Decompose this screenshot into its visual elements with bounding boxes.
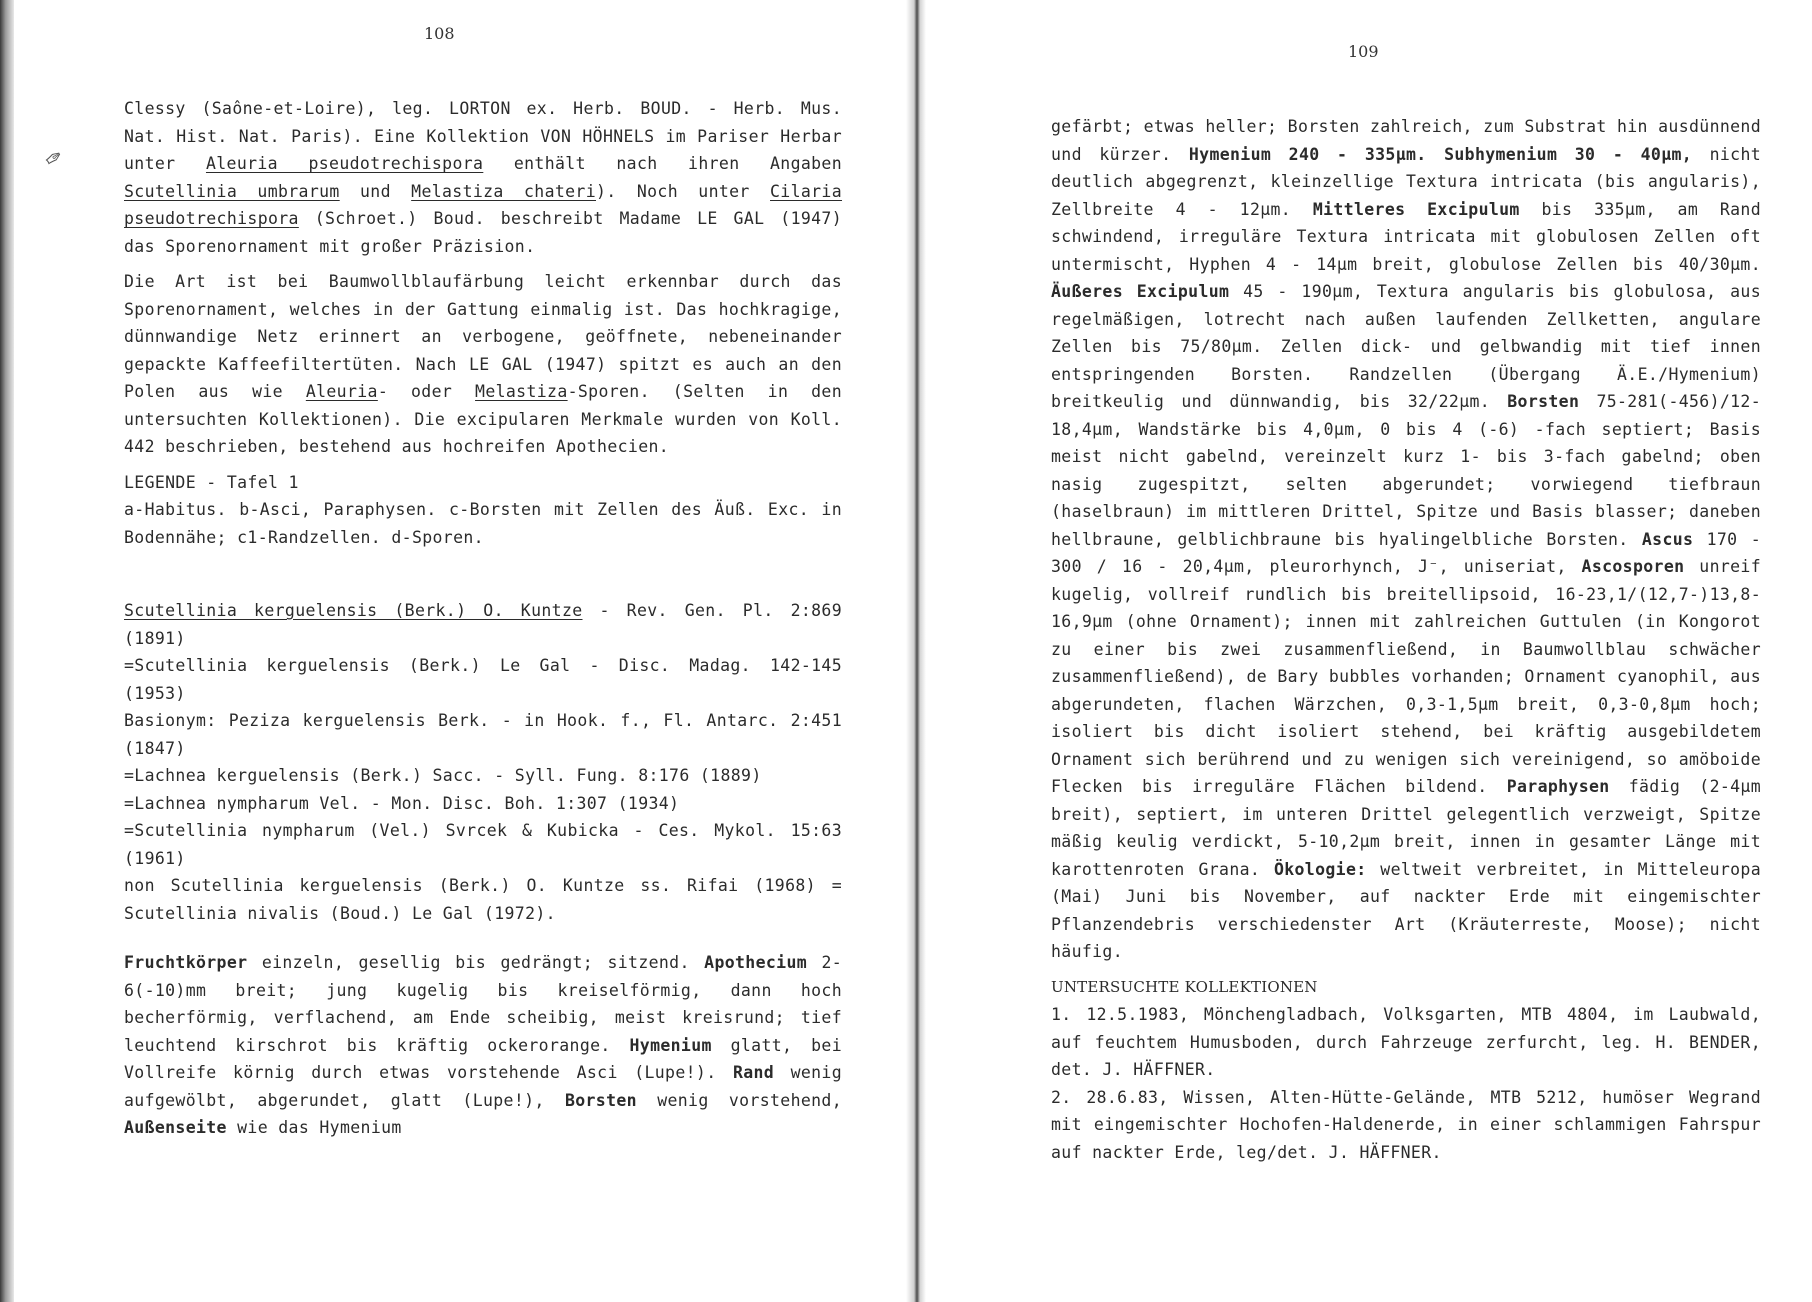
- collection-entry: 1. 12.5.1983, Mönchengladbach, Volksgarten, MTB 4804, im Laubwald, auf feuchtem Humusboden, durch Fahrzeuge zerfurcht, leg. H. BENDER, det. J. HÄFFNER.: [1051, 1005, 1761, 1079]
- synonym-line: Basionym: Peziza kerguelensis Berk. - in Hook. f., Fl. Antarc. 2:451 (1847): [124, 711, 842, 758]
- ink-mark-icon: ✑: [36, 138, 69, 175]
- text-run: einzeln, gesellig bis gedrängt; sitzend.: [247, 953, 705, 972]
- paragraph-micro-description: [1051, 113, 1761, 966]
- text-run: wenig aufgewölbt, abgerundet, glatt (Lupe!),: [124, 1063, 842, 1110]
- book-edge-shadow: [0, 0, 14, 1302]
- taxon-name: Aleuria: [305, 382, 378, 401]
- species-reference: - Rev. Gen. Pl. 2:869 (1891): [124, 601, 842, 648]
- term: Apothecium: [704, 953, 808, 972]
- synonym-line: =Lachnea kerguelensis (Berk.) Sacc. - Syll. Fung. 8:176 (1889): [124, 766, 762, 785]
- species-heading: [124, 597, 842, 652]
- left-page: [14, 0, 906, 1302]
- synonym-line: =Lachnea nympharum Vel. - Mon. Disc. Boh. 1:307 (1934): [124, 793, 680, 813]
- paragraph-macro-description: [124, 949, 842, 1142]
- term: Paraphysen: [1506, 777, 1610, 796]
- text-run: -Sporen. (Selten in den untersuchten Kollektionen). Die excipularen Merkmale wurden von Koll. 442 beschrieben, bestehend aus hochreifen Apothecien.: [124, 382, 842, 456]
- term: Rand: [732, 1063, 775, 1082]
- taxon-name: Cilaria pseudotrechispora: [124, 181, 843, 228]
- text-run: und: [339, 181, 412, 201]
- page-number: 108: [424, 24, 455, 43]
- collection-entry: 2. 28.6.83, Wissen, Alten-Hütte-Gelände, MTB 5212, humöser Wegrand mit eingemischter Hochofen-Haldenerde, in einer schlammigen Fahrspur auf nackter Erde, leg/det. J. HÄFFNER.: [1051, 1087, 1761, 1162]
- text-run: nicht deutlich abgegrenzt, kleinzellige Textura intricata (bis angularis), Zellbreite 4 - 12µm.: [1051, 144, 1762, 219]
- text-run: unreif kugelig, vollreif rundlich bis breitellipsoid, 16-23,1/(12,7-)13,8-16,9µm (ohne Ornament); innen mit zahlreichen Guttulen (in Kongorot zu einer bis zwei zusammenfließend, in Baumwollblau schwächer zusammenfließend), de Bary bubbles vorhanden; Ornament cyanophil, aus abgerundeten, flachen Wärzchen, 0,3-1,5µm breit, 0,3-0,8µm hoch; isoliert bis dicht isoliert stehend, bei kräftig ausgebildetem Ornament sich berührend und zu wenigen sich vereinigend, so amöboide Flecken bis irreguläre Flächen bildend.: [1051, 557, 1761, 796]
- book-gutter: [906, 0, 926, 1302]
- text-run: enthält nach ihren Angaben: [483, 154, 843, 173]
- legend-title: LEGENDE - Tafel 1: [124, 472, 299, 492]
- synonym-line: =Scutellinia kerguelensis (Berk.) Le Gal - Disc. Madag. 142-145 (1953): [124, 656, 842, 703]
- page-number: 109: [1348, 42, 1379, 61]
- text-run: Clessy (Saône-et-Loire), leg. LORTON ex. Herb. BOUD. - Herb. Mus. Nat. Hist. Nat. Paris). Eine Kollektion VON HÖHNELS im Pariser Herbar unter: [124, 99, 842, 173]
- term: Ascosporen: [1581, 557, 1685, 576]
- text-run: - oder: [377, 382, 476, 401]
- text-run: [1427, 145, 1445, 164]
- species-name: Scutellinia kerguelensis (Berk.) O. Kuntze: [124, 601, 583, 620]
- term: Hymenium 240 - 335µm.: [1188, 144, 1427, 164]
- text-run: fädig (2-4µm breit), septiert, im unteren Drittel gelegentlich verzweigt, Spitze mäßig keulig verdickt, 5-10,2µm breit, innen in gesamter Länge mit karottenroten Grana.: [1051, 777, 1761, 879]
- taxon-name: Melastiza: [475, 382, 568, 401]
- taxon-name: Aleuria pseudotrechispora: [205, 154, 484, 173]
- term: Ascus: [1641, 529, 1694, 549]
- text-run: gefärbt; etwas heller; Borsten zahlreich, zum Substrat hin ausdünnend und kürzer.: [1051, 117, 1761, 164]
- text-run: 2-6(-10)mm breit; jung kugelig bis kreiselförmig, dann hoch becherförmig, verflachend, am Ende scheibig, meist kreisrund; tief leuchtend kirschrot bis kräftig ockerorange.: [124, 953, 843, 1055]
- text-run: ). Noch unter: [596, 181, 771, 201]
- term: Mittleres Excipulum: [1312, 199, 1520, 219]
- text-run: (Schroet.) Boud. beschreibt Madame LE GAL (1947) das Sporenornament mit großer Präzision.: [124, 209, 842, 256]
- taxon-name: Melastiza chateri: [411, 181, 596, 201]
- term: Ökologie:: [1273, 859, 1367, 879]
- text-run: weltweit verbreitet, in Mitteleuropa (Mai) Juni bis November, auf nackter Erde mit eingemischter Pflanzendebris verschiedenster Art (Kräuterreste, Moose); nicht häufig.: [1051, 859, 1761, 961]
- text-run: wenig vorstehend,: [636, 1090, 842, 1110]
- taxon-name: Scutellinia umbrarum: [124, 181, 340, 201]
- text-run: glatt, bei Vollreife körnig durch etwas vorstehende Asci (Lupe!).: [124, 1035, 842, 1082]
- term: Subhymenium 30 - 40µm,: [1444, 144, 1693, 164]
- term: Hymenium: [629, 1035, 712, 1055]
- synonym-line: non Scutellinia kerguelensis (Berk.) O. Kuntze ss. Rifai (1968) = Scutellinia nivalis (Boud.) Le Gal (1972).: [124, 876, 842, 923]
- paragraph-spore-ornament: [124, 268, 842, 461]
- text-run: 45 - 190µm, Textura angularis bis globulosa, aus regelmäßigen, lotrecht nach außen laufenden Zellketten, angulare Zellen bis 75/80µm. Zellen dick- und gelbwandig mit tief innen entspringenden Borsten. Randzellen (Übergang Ä.E./Hymenium) breitkeulig und dünnwandig, bis 32/22µm.: [1051, 282, 1761, 411]
- term: Äußeres Excipulum: [1051, 282, 1230, 301]
- text-run: 170 - 300 / 16 - 20,4µm, pleurorhynch, J⁻, uniseriat,: [1051, 529, 1761, 576]
- term: Borsten: [1507, 392, 1580, 411]
- text-run: wie das Hymenium: [226, 1118, 402, 1137]
- text-run: Die Art ist bei Baumwollblaufärbung leicht erkennbar durch das Sporenornament, welches in der Gattung einmalig ist. Das hochkragige, dünnwandige Netz erinnert an verbogene, geöffnete, nebeneinander gepackte Kaffeefiltertüten. Nach LE GAL (1947) spitzt es auch an den Polen aus wie: [124, 272, 842, 401]
- legend-text: a-Habitus. b-Asci, Paraphysen. c-Borsten mit Zellen des Äuß. Exc. in Bodennähe; c1-Randzellen. d-Sporen.: [124, 500, 842, 547]
- left-page-text: [124, 95, 842, 1142]
- text-run: 75-281(-456)/12-18,4µm, Wandstärke bis 4,0µm, 0 bis 4 (-6) -fach septiert; Basis meist nicht gabelnd, vereinzelt kurz 1- bis 3-fach gabelnd; oben nasig zugespitzt, selten abgerundet; vorwiegend tiefbraun (haselbraun) im mittleren Drittel, Spitze und Basis blasser; daneben hellbraune, gelblichbraune bis hyalingelbliche Borsten.: [1051, 392, 1761, 549]
- term: Außenseite: [124, 1118, 227, 1137]
- term: Borsten: [564, 1090, 637, 1110]
- collections-heading: UNTERSUCHTE KOLLEKTIONEN: [1051, 977, 1318, 996]
- text-run: bis 335µm, am Rand schwindend, irreguläre Textura intricata mit globulosen Zellen oft untermischt, Hyphen 4 - 14µm breit, globulose Zellen bis 40/30µm.: [1051, 199, 1761, 274]
- term: Fruchtkörper: [124, 953, 248, 972]
- paragraph-collections-note: [124, 95, 842, 260]
- right-page: [926, 0, 1812, 1302]
- right-page-text: [1051, 113, 1761, 1166]
- synonym-line: =Scutellinia nympharum (Vel.) Svrcek & Kubicka - Ces. Mykol. 15:63 (1961): [124, 821, 842, 868]
